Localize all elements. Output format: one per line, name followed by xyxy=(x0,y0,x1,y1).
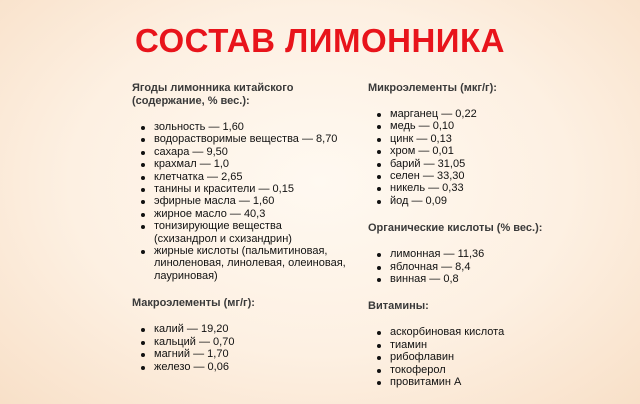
macro-list xyxy=(132,323,362,373)
list-item: жирные кислоты (пальмитиновая, линоленовая, линолевая, олеиновая, лауриновая) xyxy=(132,245,362,282)
list-item: марганец — 0,22 xyxy=(368,108,628,120)
list-item: винная — 0,8 xyxy=(368,273,628,285)
list-item: крахмал — 1,0 xyxy=(132,158,362,170)
list-item: тонизирующие вещества (схизандрол и схизандрин) xyxy=(132,220,324,245)
berries-heading-line2: (содержание, % вес.): xyxy=(132,95,250,107)
list-item: барий — 31,05 xyxy=(368,158,628,170)
list-item: клетчатка — 2,65 xyxy=(132,171,362,183)
list-item: аскорбиновая кислота xyxy=(368,326,628,338)
micro-heading: Микроэлементы (мкг/г): xyxy=(368,82,497,94)
micro-list xyxy=(368,108,628,207)
macro-heading: Макроэлементы (мг/г): xyxy=(132,297,255,310)
list-item: хром — 0,01 xyxy=(368,145,628,157)
list-item: никель — 0,33 xyxy=(368,182,628,194)
list-item: йод — 0,09 xyxy=(368,195,628,207)
acids-heading: Органические кислоты (% вес.): xyxy=(368,222,543,235)
vitamins-list xyxy=(368,326,628,388)
list-item: жирное масло — 40,3 xyxy=(132,208,362,220)
berries-heading-line1: Ягоды лимонника китайского xyxy=(132,82,294,94)
page-title: СОСТАВ ЛИМОННИКА xyxy=(135,22,505,59)
list-item: токоферол xyxy=(368,364,628,376)
list-item: водорастворимые вещества — 8,70 xyxy=(132,133,362,145)
list-item: сахара — 9,50 xyxy=(132,146,362,158)
berries-heading xyxy=(132,82,362,108)
list-item: медь — 0,10 xyxy=(368,120,628,132)
list-item: провитамин А xyxy=(368,376,628,388)
berries-list xyxy=(132,121,362,282)
list-item: эфирные масла — 1,60 xyxy=(132,195,362,207)
list-item: рибофлавин xyxy=(368,351,628,363)
acids-list xyxy=(368,248,628,285)
vitamins-heading: Витамины: xyxy=(368,300,429,313)
list-item: зольность — 1,60 xyxy=(132,121,362,133)
list-item: железо — 0,06 xyxy=(132,361,362,373)
list-item: селен — 33,30 xyxy=(368,170,628,182)
list-item: танины и красители — 0,15 xyxy=(132,183,362,195)
list-item: магний — 1,70 xyxy=(132,348,362,360)
list-item: цинк — 0,13 xyxy=(368,133,628,145)
list-item: кальций — 0,70 xyxy=(132,336,362,348)
right-column xyxy=(368,82,628,389)
list-item: яблочная — 8,4 xyxy=(368,261,628,273)
list-item: тиамин xyxy=(368,339,628,351)
left-column xyxy=(132,82,362,373)
list-item: лимонная — 11,36 xyxy=(368,248,628,260)
list-item: калий — 19,20 xyxy=(132,323,362,335)
